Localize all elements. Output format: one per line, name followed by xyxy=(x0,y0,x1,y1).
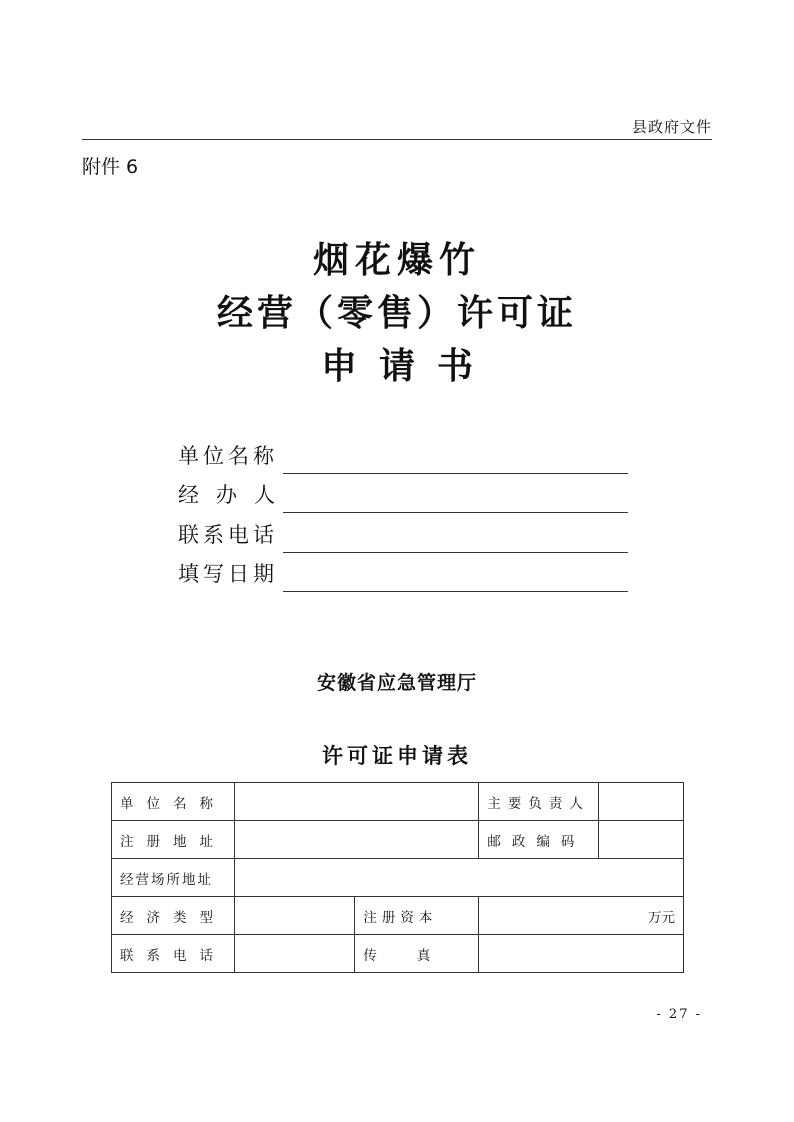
unit-name-label: 单位名称 xyxy=(112,783,235,821)
table-row xyxy=(112,783,684,821)
reg-address-cell[interactable] xyxy=(235,821,479,859)
phone-cell[interactable] xyxy=(235,935,355,973)
document-title-line3: 申请书 xyxy=(320,346,495,387)
cover-field-label: 经办人 xyxy=(178,483,292,507)
table-row xyxy=(112,859,684,897)
attachment-label: 附件 6 xyxy=(82,156,139,178)
table-row xyxy=(112,821,684,859)
reg-capital-cell[interactable] xyxy=(479,897,684,935)
phone-label: 联系电话 xyxy=(112,935,235,973)
capital-unit: 万元 xyxy=(648,909,675,926)
reg-capital-label: 注册资本 xyxy=(355,897,479,935)
document-title-line1: 烟花爆竹 xyxy=(312,240,481,281)
fax-cell[interactable] xyxy=(479,935,684,973)
economic-type-label: 经济类型 xyxy=(112,897,235,935)
application-table xyxy=(111,782,684,973)
cover-field-label: 单位名称 xyxy=(178,444,278,468)
running-header: 县政府文件 xyxy=(631,118,712,136)
cover-field-label: 填写日期 xyxy=(178,562,278,586)
cover-field-date xyxy=(178,556,628,592)
business-address-label: 经营场所地址 xyxy=(112,859,235,897)
issuing-organization: 安徽省应急管理厅 xyxy=(316,672,477,694)
cover-field-blank[interactable] xyxy=(283,473,628,474)
economic-type-cell[interactable] xyxy=(235,897,355,935)
postcode-label: 邮政编码 xyxy=(479,821,599,859)
cover-field-unit-name xyxy=(178,438,628,474)
business-address-cell[interactable] xyxy=(235,859,684,897)
page-number: - 27 - xyxy=(656,1007,702,1022)
header-rule xyxy=(82,139,712,140)
cover-field-phone xyxy=(178,517,628,553)
reg-address-label: 注册地址 xyxy=(112,821,235,859)
cover-field-blank[interactable] xyxy=(283,591,628,592)
table-row xyxy=(112,897,684,935)
cover-field-handler xyxy=(178,477,628,513)
postcode-cell[interactable] xyxy=(598,821,683,859)
document-title-line2: 经营（零售）许可证 xyxy=(216,293,577,334)
principal-cell[interactable] xyxy=(598,783,683,821)
cover-field-label: 联系电话 xyxy=(178,523,278,547)
table-title: 许可证申请表 xyxy=(322,744,472,768)
unit-name-cell[interactable] xyxy=(235,783,479,821)
cover-field-blank[interactable] xyxy=(283,512,628,513)
table-row xyxy=(112,935,684,973)
principal-label: 主要负责人 xyxy=(479,783,599,821)
cover-field-blank[interactable] xyxy=(283,552,628,553)
fax-label: 传真 xyxy=(355,935,479,973)
